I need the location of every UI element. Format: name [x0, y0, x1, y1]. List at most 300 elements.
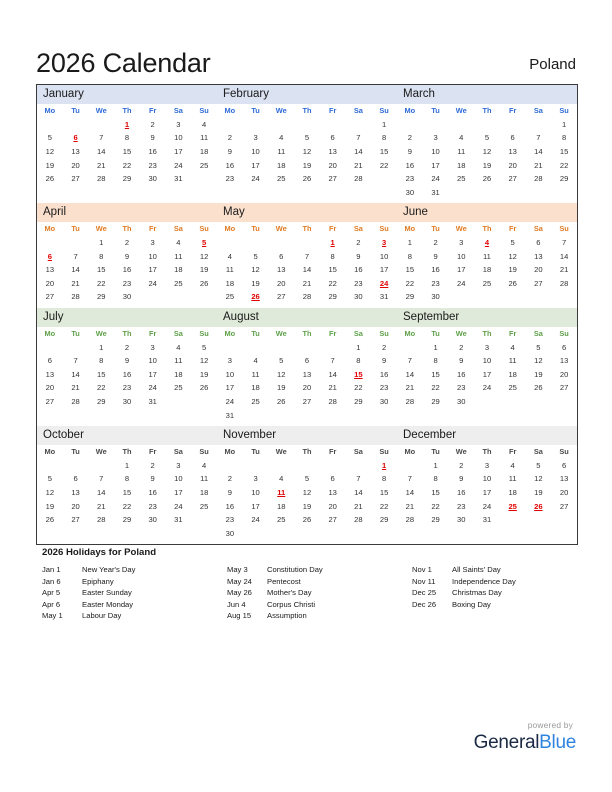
day-cell: 24	[251, 174, 260, 184]
month-spacer	[37, 408, 217, 412]
day-cell: 5	[536, 342, 541, 352]
holiday-name: Labour Day	[82, 611, 122, 621]
day-cell: 11	[508, 356, 517, 366]
day-cell: 15	[122, 147, 132, 157]
day-cell: 25	[277, 515, 286, 525]
weekday-label-su: Su	[379, 329, 389, 339]
holiday-list-item	[227, 587, 412, 599]
empty-day-cell	[243, 118, 269, 132]
week-row	[37, 158, 217, 172]
day-cell: 23	[354, 278, 363, 288]
week-row	[217, 408, 397, 422]
day-cell: 6	[536, 238, 541, 248]
day-cell: 8	[124, 133, 130, 143]
day-cell: 5	[47, 474, 52, 484]
day-cell: 28	[328, 396, 337, 406]
day-cell: 12	[534, 474, 543, 484]
empty-day-cell	[294, 458, 320, 472]
day-cell: 8	[99, 356, 104, 366]
month-name: October	[37, 426, 217, 445]
day-cell: 2	[459, 460, 464, 470]
day-cell: 21	[405, 501, 415, 511]
day-cell: 8	[99, 251, 104, 261]
day-cell: 5	[253, 251, 258, 261]
holidays-column	[42, 564, 227, 622]
day-cell: 7	[536, 133, 541, 143]
day-cell: 31	[174, 515, 183, 525]
day-cell: 8	[407, 251, 412, 261]
day-cell: 12	[302, 147, 312, 157]
holiday-day-cell: 6	[47, 251, 52, 261]
empty-day-cell	[63, 340, 89, 354]
day-cell: 18	[508, 369, 517, 379]
weekday-label-fr: Fr	[508, 106, 517, 116]
holiday-date: Apr 5	[42, 588, 61, 598]
day-cell: 30	[354, 292, 363, 302]
weekday-label-sa: Sa	[533, 329, 543, 339]
day-cell: 13	[45, 265, 55, 275]
day-cell: 21	[97, 501, 106, 511]
footer-logo	[474, 719, 576, 754]
day-cell: 12	[251, 265, 260, 275]
day-cell: 23	[225, 174, 235, 184]
day-cell: 30	[122, 396, 132, 406]
month-grid	[397, 327, 577, 409]
holiday-name: Pentecost	[267, 576, 301, 586]
weekday-label-su: Su	[559, 224, 569, 234]
weekday-label-th: Th	[122, 106, 132, 116]
day-cell: 24	[482, 383, 492, 393]
day-cell: 31	[482, 515, 492, 525]
day-cell: 23	[457, 383, 466, 393]
day-cell: 27	[45, 396, 55, 406]
week-row	[217, 486, 397, 500]
day-cell: 31	[174, 174, 183, 184]
day-cell: 5	[484, 133, 490, 143]
month-grid	[37, 445, 217, 527]
day-cell: 9	[227, 487, 232, 497]
day-cell: 5	[536, 460, 541, 470]
month-cell-april	[37, 203, 217, 308]
weekday-label-we: We	[455, 329, 467, 339]
day-cell: 20	[328, 501, 337, 511]
weekday-label-su: Su	[199, 329, 209, 339]
day-cell: 9	[459, 474, 464, 484]
day-cell: 3	[176, 119, 181, 129]
week-row	[397, 158, 577, 172]
day-cell: 28	[405, 515, 415, 525]
day-cell: 4	[201, 119, 207, 129]
weekday-label-mo: Mo	[224, 447, 236, 457]
day-cell: 29	[328, 292, 337, 302]
holiday-name: Independence Day	[452, 576, 516, 586]
empty-day-cell	[37, 458, 63, 472]
day-cell: 4	[510, 342, 515, 352]
day-cell: 17	[251, 160, 260, 170]
day-cell: 7	[356, 474, 361, 484]
day-cell: 21	[354, 160, 363, 170]
weekday-label-sa: Sa	[353, 447, 363, 457]
month-grid	[217, 222, 397, 304]
week-row	[397, 236, 577, 250]
empty-day-cell	[243, 408, 269, 422]
weekday-label-th: Th	[122, 224, 132, 234]
day-cell: 10	[174, 133, 183, 143]
day-cell: 17	[174, 487, 183, 497]
empty-day-cell	[551, 513, 577, 527]
day-cell: 14	[71, 265, 80, 275]
week-row	[397, 486, 577, 500]
day-cell: 29	[122, 174, 132, 184]
week-row	[397, 131, 577, 145]
week-row	[37, 395, 217, 409]
day-cell: 18	[174, 265, 183, 275]
day-cell: 9	[433, 251, 438, 261]
day-cell: 25	[174, 383, 183, 393]
day-cell: 12	[277, 369, 286, 379]
day-cell: 29	[97, 292, 106, 302]
day-cell: 21	[71, 278, 80, 288]
day-cell: 24	[174, 160, 183, 170]
empty-day-cell	[551, 186, 577, 200]
month-cell-february	[217, 85, 397, 203]
day-cell: 27	[302, 396, 312, 406]
weekday-label-tu: Tu	[431, 329, 440, 339]
quarter-row	[36, 426, 578, 545]
day-cell: 26	[45, 174, 55, 184]
day-cell: 27	[328, 515, 337, 525]
weekday-header-row	[397, 327, 577, 341]
day-cell: 10	[148, 356, 157, 366]
day-cell: 20	[508, 160, 517, 170]
holiday-date: May 24	[227, 576, 252, 586]
day-cell: 28	[405, 396, 415, 406]
holiday-date: Dec 25	[412, 588, 437, 598]
week-row	[37, 172, 217, 186]
day-cell: 4	[279, 474, 284, 484]
empty-day-cell	[37, 340, 63, 354]
day-cell: 29	[431, 396, 440, 406]
day-cell: 14	[354, 487, 363, 497]
day-cell: 26	[277, 396, 286, 406]
day-cell: 22	[122, 160, 132, 170]
day-cell: 30	[457, 396, 466, 406]
day-cell: 13	[277, 265, 286, 275]
day-cell: 1	[433, 342, 438, 352]
empty-day-cell	[551, 395, 577, 409]
holiday-day-cell: 5	[201, 238, 207, 248]
day-cell: 27	[534, 278, 543, 288]
holiday-list-item	[227, 564, 412, 576]
weekday-label-th: Th	[482, 106, 492, 116]
day-cell: 18	[277, 501, 286, 511]
month-grid	[37, 222, 217, 304]
day-cell: 7	[407, 356, 412, 366]
weekday-label-th: Th	[302, 329, 312, 339]
day-cell: 4	[176, 238, 181, 248]
empty-day-cell	[268, 340, 294, 354]
day-cell: 13	[328, 147, 337, 157]
empty-day-cell	[140, 290, 166, 304]
day-cell: 20	[302, 383, 312, 393]
weekday-header-row	[397, 445, 577, 459]
month-name: November	[217, 426, 397, 445]
day-cell: 13	[534, 251, 543, 261]
day-cell: 21	[534, 160, 543, 170]
empty-day-cell	[320, 458, 346, 472]
day-cell: 4	[459, 133, 464, 143]
week-row	[217, 368, 397, 382]
day-cell: 19	[277, 383, 286, 393]
holiday-day-cell: 1	[330, 238, 335, 248]
empty-day-cell	[346, 526, 372, 540]
day-cell: 12	[508, 251, 517, 261]
week-row	[397, 277, 577, 291]
holiday-date: Jan 6	[42, 576, 61, 586]
week-row	[397, 340, 577, 354]
holiday-list-item	[412, 587, 582, 599]
empty-day-cell	[500, 513, 526, 527]
month-spacer	[217, 186, 397, 190]
week-row	[217, 277, 397, 291]
day-cell: 7	[330, 356, 335, 366]
day-cell: 28	[97, 515, 106, 525]
day-cell: 4	[510, 460, 515, 470]
day-cell: 23	[225, 515, 235, 525]
week-row	[397, 395, 577, 409]
empty-day-cell	[500, 186, 526, 200]
empty-day-cell	[243, 340, 269, 354]
day-cell: 2	[433, 238, 438, 248]
empty-day-cell	[191, 513, 217, 527]
day-cell: 17	[379, 265, 389, 275]
weekday-label-th: Th	[302, 224, 312, 234]
day-cell: 19	[534, 369, 543, 379]
weekday-header-row	[217, 104, 397, 118]
day-cell: 20	[559, 369, 569, 379]
weekday-label-tu: Tu	[71, 224, 80, 234]
month-name: April	[37, 203, 217, 222]
empty-day-cell	[448, 186, 474, 200]
day-cell: 18	[225, 278, 235, 288]
title-row	[36, 34, 576, 78]
weekday-label-su: Su	[559, 447, 569, 457]
day-cell: 30	[379, 396, 389, 406]
empty-day-cell	[63, 236, 89, 250]
day-cell: 2	[356, 238, 361, 248]
day-cell: 19	[45, 501, 55, 511]
day-cell: 23	[431, 278, 440, 288]
day-cell: 22	[431, 501, 440, 511]
weekday-label-tu: Tu	[251, 447, 260, 457]
day-cell: 20	[277, 278, 286, 288]
holiday-date: Jun 4	[227, 599, 246, 609]
week-row	[37, 499, 217, 513]
weekday-label-th: Th	[482, 224, 492, 234]
powered-by-label: powered by	[527, 720, 573, 730]
week-row	[397, 186, 577, 200]
holiday-list-item	[42, 587, 227, 599]
day-cell: 11	[174, 251, 183, 261]
day-cell: 24	[148, 383, 157, 393]
weekday-label-sa: Sa	[533, 447, 543, 457]
day-cell: 14	[405, 487, 415, 497]
day-cell: 22	[559, 160, 569, 170]
holiday-name: New Year's Day	[82, 565, 136, 574]
week-row	[397, 145, 577, 159]
day-cell: 19	[302, 501, 312, 511]
weekday-header-row	[397, 104, 577, 118]
day-cell: 2	[407, 133, 412, 143]
day-cell: 7	[99, 133, 104, 143]
day-cell: 5	[304, 474, 310, 484]
empty-day-cell	[448, 290, 474, 304]
day-cell: 20	[45, 383, 55, 393]
day-cell: 15	[405, 265, 415, 275]
month-cell-november	[217, 426, 397, 544]
weekday-label-sa: Sa	[353, 329, 363, 339]
weekday-label-th: Th	[482, 329, 492, 339]
day-cell: 27	[559, 383, 569, 393]
day-cell: 15	[431, 487, 440, 497]
holiday-list-item	[42, 564, 227, 576]
day-cell: 19	[45, 160, 55, 170]
day-cell: 22	[379, 501, 389, 511]
day-cell: 18	[508, 487, 517, 497]
day-cell: 12	[482, 147, 492, 157]
day-cell: 19	[251, 278, 260, 288]
day-cell: 7	[73, 251, 78, 261]
month-name: March	[397, 85, 577, 104]
empty-day-cell	[243, 458, 269, 472]
holiday-day-cell: 24	[379, 278, 389, 288]
weekday-label-mo: Mo	[404, 106, 416, 116]
day-cell: 4	[176, 342, 181, 352]
empty-day-cell	[217, 236, 243, 250]
day-cell: 7	[304, 251, 310, 261]
weekday-label-tu: Tu	[71, 329, 80, 339]
day-cell: 9	[407, 147, 412, 157]
day-cell: 2	[124, 342, 130, 352]
month-name: December	[397, 426, 577, 445]
day-cell: 28	[71, 396, 80, 406]
weekday-label-we: We	[455, 447, 467, 457]
weekday-header-row	[217, 445, 397, 459]
week-row	[397, 513, 577, 527]
day-cell: 2	[150, 460, 155, 470]
empty-day-cell	[63, 118, 89, 132]
day-cell: 16	[354, 265, 363, 275]
day-cell: 20	[559, 487, 569, 497]
week-row	[217, 354, 397, 368]
holiday-date: Apr 6	[42, 599, 61, 609]
day-cell: 10	[225, 369, 235, 379]
week-row	[217, 472, 397, 486]
day-cell: 23	[122, 383, 132, 393]
empty-day-cell	[320, 526, 346, 540]
weekday-label-fr: Fr	[328, 447, 337, 457]
week-row	[217, 131, 397, 145]
holidays-title: 2026 Holidays for Poland	[42, 547, 157, 558]
month-cell-october	[37, 426, 217, 544]
weekday-label-th: Th	[302, 447, 312, 457]
day-cell: 17	[482, 487, 492, 497]
day-cell: 3	[176, 460, 181, 470]
day-cell: 21	[302, 278, 312, 288]
week-row	[37, 368, 217, 382]
day-cell: 9	[150, 474, 155, 484]
day-cell: 6	[330, 474, 335, 484]
week-row	[37, 277, 217, 291]
holiday-day-cell: 11	[277, 487, 286, 497]
day-cell: 19	[199, 369, 209, 379]
empty-day-cell	[500, 118, 526, 132]
weekday-label-fr: Fr	[148, 106, 157, 116]
holiday-name: Constitution Day	[267, 565, 323, 574]
day-cell: 15	[379, 147, 389, 157]
weekday-label-sa: Sa	[173, 224, 183, 234]
holiday-day-cell: 4	[484, 238, 490, 248]
day-cell: 10	[251, 147, 260, 157]
day-cell: 15	[379, 487, 389, 497]
day-cell: 16	[225, 160, 235, 170]
day-cell: 27	[71, 174, 80, 184]
weekday-label-fr: Fr	[508, 447, 517, 457]
day-cell: 22	[379, 160, 389, 170]
day-cell: 28	[534, 174, 543, 184]
week-row	[217, 118, 397, 132]
weekday-label-sa: Sa	[353, 224, 363, 234]
weekday-label-we: We	[455, 106, 467, 116]
week-row	[397, 118, 577, 132]
day-cell: 14	[405, 369, 415, 379]
day-cell: 3	[433, 133, 438, 143]
week-row	[397, 472, 577, 486]
day-cell: 11	[457, 147, 466, 157]
day-cell: 13	[45, 369, 55, 379]
day-cell: 18	[457, 160, 466, 170]
day-cell: 31	[225, 410, 235, 420]
day-cell: 4	[279, 133, 284, 143]
empty-day-cell	[500, 395, 526, 409]
week-row	[217, 513, 397, 527]
holiday-name: Mother's Day	[267, 588, 312, 598]
day-cell: 19	[508, 265, 517, 275]
day-cell: 11	[200, 133, 209, 143]
day-cell: 26	[482, 174, 492, 184]
day-cell: 24	[457, 278, 466, 288]
week-row	[217, 499, 397, 513]
day-cell: 10	[251, 487, 260, 497]
day-cell: 18	[277, 160, 286, 170]
day-cell: 5	[304, 133, 310, 143]
day-cell: 17	[482, 369, 492, 379]
week-row	[217, 145, 397, 159]
day-cell: 6	[47, 356, 52, 366]
day-cell: 24	[225, 396, 235, 406]
empty-day-cell	[500, 290, 526, 304]
month-grid	[397, 222, 577, 304]
weekday-header-row	[217, 327, 397, 341]
day-cell: 23	[457, 501, 466, 511]
day-cell: 26	[199, 383, 209, 393]
day-cell: 6	[561, 342, 567, 352]
empty-day-cell	[268, 526, 294, 540]
day-cell: 1	[407, 238, 412, 248]
day-cell: 10	[148, 251, 157, 261]
weekday-label-we: We	[275, 106, 287, 116]
day-cell: 27	[277, 292, 286, 302]
